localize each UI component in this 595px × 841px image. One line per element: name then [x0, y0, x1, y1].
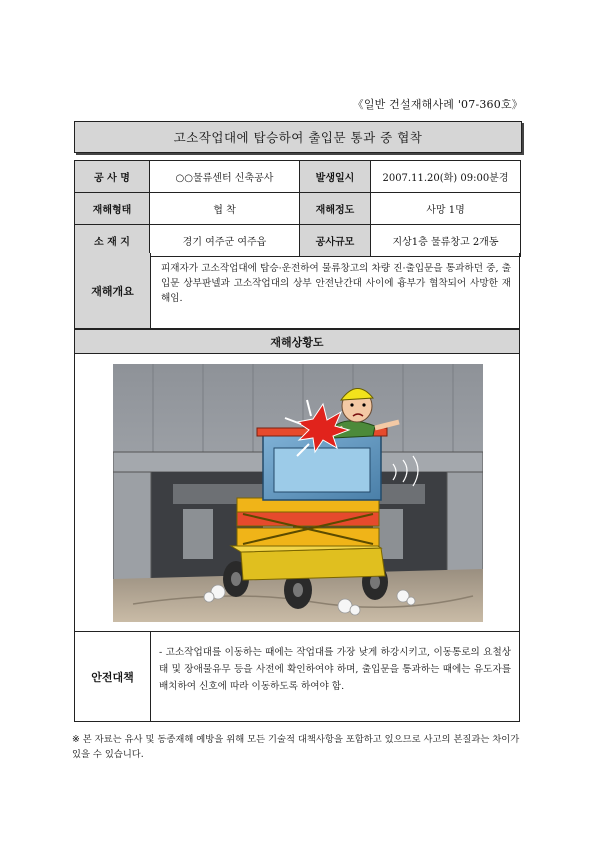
- accident-type-value: 협 착: [150, 193, 300, 225]
- table-row: [75, 161, 521, 193]
- location-label: 소 재 지: [75, 225, 150, 257]
- occurrence-date-label: 발생일시: [300, 161, 371, 193]
- accident-type-label: 재해형태: [75, 193, 150, 225]
- accident-overview: [74, 253, 520, 329]
- document-title: 고소작업대에 탑승하여 출입문 통과 중 협착: [74, 121, 522, 153]
- safety-text: - 고소작업대를 이동하는 때에는 작업대를 가장 낮게 하강시키고, 이동통로의 요철상태 및 장애물유무 등을 사전에 확인하여야 하며, 출입문을 통과하는 때에는 유도자를 배치하여 신호에 따라 이동하도록 하여야 함.: [159, 647, 511, 692]
- table-row: [75, 225, 521, 257]
- construction-scale-label: 공사규모: [300, 225, 371, 257]
- footnote: ※ 본 자료는 유사 및 동종재해 예방을 위해 모든 기술적 대책사항을 포함하고 있으므로 사고의 본질과는 차이가 있을 수 있습니다.: [72, 734, 520, 760]
- severity-value: 사망 1명: [371, 193, 521, 225]
- accident-illustration: [74, 354, 520, 632]
- accident-scene-image: [113, 364, 483, 622]
- occurrence-date-value: 2007.11.20(화) 09:00분경: [371, 161, 521, 193]
- case-reference: 《일반 건설재해사례 '07-360호》: [352, 98, 523, 111]
- project-name-value: ○○물류센터 신축공사: [150, 161, 300, 193]
- project-name-label: 공 사 명: [75, 161, 150, 193]
- incident-info-table: [74, 160, 521, 257]
- construction-scale-value: 지상1층 물류창고 2개동: [371, 225, 521, 257]
- location-value: 경기 여주군 여주읍: [150, 225, 300, 257]
- severity-label: 재해정도: [300, 193, 371, 225]
- safety-measures: [74, 632, 520, 722]
- overview-text: 피재자가 고소작업대에 탑승·운전하여 물류창고의 차량 진·출입문을 통과하던 중, 출입문 상부판넬과 고소작업대의 상부 안전난간대 사이에 흉부가 협착되어 사망한 재해임.: [161, 263, 511, 304]
- safety-label: 안전대책: [75, 632, 151, 721]
- overview-label: 재해개요: [75, 253, 151, 328]
- table-row: [75, 193, 521, 225]
- situation-heading: 재해상황도: [74, 329, 520, 354]
